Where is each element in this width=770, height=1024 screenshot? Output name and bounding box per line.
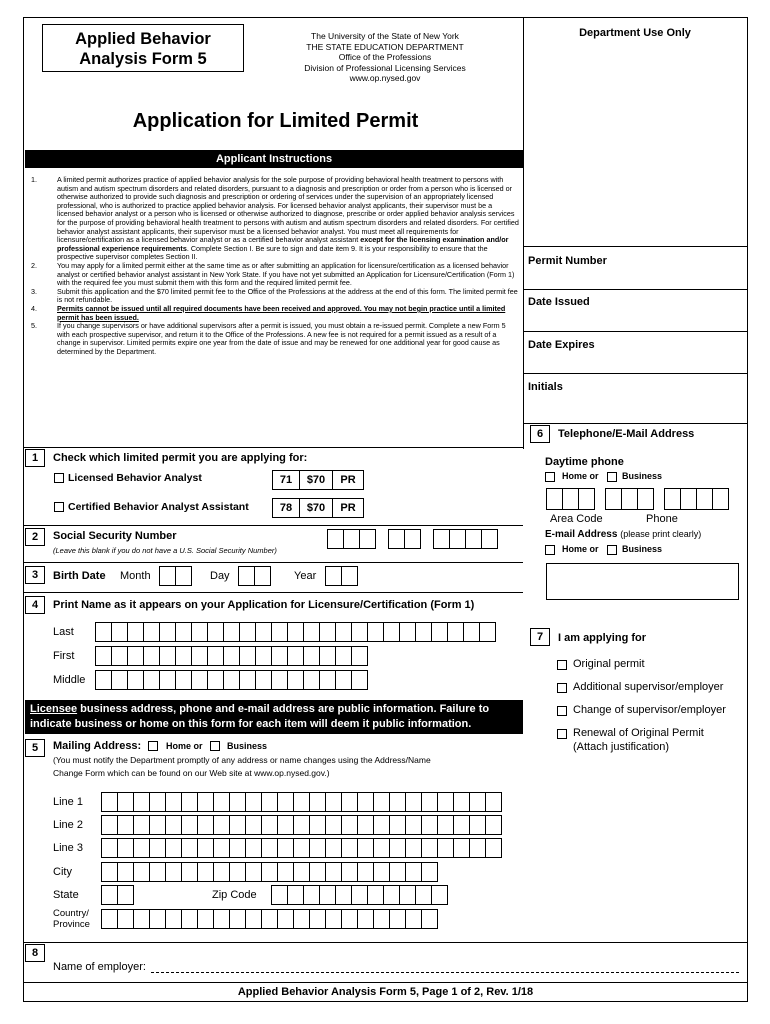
instruction-text: A limited permit authorizes practice of applied behavior analysis for the sole purpose of providing behavioral health treatment to persons with autism and autism spectrum disorders and related disorders, pursuant to a diagnosis and prescription or order from a person who is licensed or otherwise authorized to provide such diagnosis and prescription or ordering of services under the supervision of an appropriately licensed professional, who is authorized to practice applied behavior analysis. For licensed behavior analyst applicants, their supervisor must be a licensed behavior analyst or a person who is licensed or otherwise authorized to diagnose, prescribe or order applied behavior analysis services for the purpose of providing behavioral health treatment to persons with autism and autism spectrum disorders and related disorders. For certified behavior analyst assistant applicants, their supervisor must be a licensed behavior analyst. You must meet all requirements for licensure/certification as a licensed behavior analyst or as a certified behavior analyst assistant bbox=[57, 175, 519, 245]
fee-code: 71 bbox=[272, 470, 300, 490]
instructions-list bbox=[30, 176, 520, 356]
year-label: Year bbox=[294, 570, 317, 582]
area-code-label: Area Code bbox=[550, 513, 603, 525]
form-title-line1: Applied Behavior bbox=[75, 30, 211, 48]
ssn-title: Social Security Number bbox=[53, 530, 177, 542]
address-line1-input[interactable] bbox=[101, 792, 501, 812]
section-number-5: 5 bbox=[25, 739, 45, 757]
phone-home-checkbox[interactable] bbox=[545, 472, 555, 482]
last-name-input[interactable] bbox=[95, 622, 495, 642]
city-label: City bbox=[53, 866, 72, 878]
agency-block bbox=[270, 31, 500, 84]
daytime-phone-label: Daytime phone bbox=[545, 456, 624, 468]
mailing-business-checkbox[interactable] bbox=[210, 741, 220, 751]
additional-supervisor-label: Additional supervisor/employer bbox=[573, 681, 724, 693]
email-label-row bbox=[545, 529, 701, 540]
first-name-label: First bbox=[53, 650, 75, 662]
ssn-input-part3[interactable] bbox=[433, 529, 497, 549]
notice-text: business address, phone and e-mail address are public information. Failure to bbox=[77, 703, 490, 715]
instruction-number: 5. bbox=[31, 321, 37, 331]
instruction-item bbox=[30, 305, 520, 322]
phone-business-checkbox[interactable] bbox=[607, 472, 617, 482]
instruction-item bbox=[30, 288, 520, 305]
email-note: (please print clearly) bbox=[620, 529, 702, 539]
address-line2-label: Line 2 bbox=[53, 819, 83, 831]
phone-prefix-input[interactable] bbox=[605, 488, 653, 510]
email-business-checkbox[interactable] bbox=[607, 545, 617, 555]
country-label-line2: Province bbox=[53, 919, 90, 930]
divider bbox=[23, 942, 748, 943]
fee-pr: PR bbox=[332, 498, 364, 518]
change-supervisor-checkbox[interactable] bbox=[557, 706, 567, 716]
renewal-label: Renewal of Original Permit bbox=[573, 727, 704, 739]
date-issued-label: Date Issued bbox=[528, 296, 590, 308]
instruction-number: 1. bbox=[31, 175, 37, 184]
employer-label: Name of employer: bbox=[53, 961, 146, 973]
ssn-input-part2[interactable] bbox=[388, 529, 420, 549]
divider bbox=[23, 447, 523, 448]
department-use-label: Department Use Only bbox=[579, 27, 691, 39]
page-footer: Applied Behavior Analysis Form 5, Page 1 of 2, Rev. 1/18 bbox=[237, 986, 534, 998]
notice-underline: Licensee bbox=[30, 703, 78, 715]
city-input[interactable] bbox=[101, 862, 437, 882]
employer-input[interactable] bbox=[151, 972, 739, 973]
instruction-item bbox=[30, 176, 520, 262]
licensed-behavior-analyst-label: Licensed Behavior Analyst bbox=[68, 472, 202, 484]
instruction-item bbox=[30, 262, 520, 288]
zip-code-input[interactable] bbox=[271, 885, 447, 905]
additional-supervisor-checkbox[interactable] bbox=[557, 683, 567, 693]
country-input[interactable] bbox=[101, 909, 437, 929]
mailing-home-checkbox[interactable] bbox=[148, 741, 158, 751]
notice-line1 bbox=[30, 702, 518, 717]
email-input[interactable] bbox=[546, 563, 739, 600]
email-home-checkbox[interactable] bbox=[545, 545, 555, 555]
instruction-number: 4. bbox=[31, 303, 37, 313]
agency-line: Division of Professional Licensing Services bbox=[304, 62, 466, 73]
address-line3-label: Line 3 bbox=[53, 842, 83, 854]
instruction-underlined: Permits cannot be issued until all required documents have been received and approved. You may not begin practice until a limited permit has been issued. bbox=[57, 303, 506, 322]
first-name-input[interactable] bbox=[95, 646, 367, 666]
original-permit-checkbox[interactable] bbox=[557, 660, 567, 670]
phone-line-input[interactable] bbox=[664, 488, 728, 510]
zip-code-label: Zip Code bbox=[212, 889, 257, 901]
day-label: Day bbox=[210, 570, 230, 582]
form-title-box bbox=[42, 24, 244, 72]
month-label: Month bbox=[120, 570, 151, 582]
business-label: Business bbox=[227, 741, 268, 751]
fee-code: 78 bbox=[272, 498, 300, 518]
address-line2-input[interactable] bbox=[101, 815, 501, 835]
address-line1-label: Line 1 bbox=[53, 796, 83, 808]
home-or-label: Home or bbox=[562, 471, 599, 481]
section1-title: Check which limited permit you are applying for: bbox=[53, 452, 308, 464]
permit-number-label: Permit Number bbox=[528, 255, 607, 267]
telephone-email-title: Telephone/E-Mail Address bbox=[558, 428, 695, 440]
address-line3-input[interactable] bbox=[101, 838, 501, 858]
state-label: State bbox=[53, 889, 79, 901]
country-label-line1: Country/ bbox=[53, 908, 89, 919]
business-label: Business bbox=[622, 544, 663, 554]
instruction-item bbox=[30, 322, 520, 356]
renewal-checkbox[interactable] bbox=[557, 729, 567, 739]
state-input[interactable] bbox=[101, 885, 133, 905]
instruction-bold: except for the licensing examination and/or professional experience requirements bbox=[57, 235, 509, 253]
middle-name-input[interactable] bbox=[95, 670, 367, 690]
birth-day-input[interactable] bbox=[238, 566, 270, 586]
instruction-number: 2. bbox=[31, 260, 37, 270]
last-name-label: Last bbox=[53, 626, 74, 638]
certified-assistant-checkbox[interactable] bbox=[54, 502, 64, 512]
agency-line: Office of the Professions bbox=[338, 52, 432, 62]
fee-amount: $70 bbox=[299, 498, 333, 518]
page-title: Application for Limited Permit bbox=[132, 110, 419, 132]
birth-month-input[interactable] bbox=[159, 566, 191, 586]
instruction-number: 3. bbox=[31, 286, 37, 296]
section-number-8: 8 bbox=[25, 944, 45, 962]
certified-assistant-label: Certified Behavior Analyst Assistant bbox=[68, 501, 249, 513]
divider bbox=[523, 246, 748, 247]
middle-name-label: Middle bbox=[53, 674, 86, 686]
right-column-divider bbox=[523, 17, 524, 449]
agency-line: THE STATE EDUCATION DEPARTMENT bbox=[306, 41, 464, 52]
form-title-line2: Analysis Form 5 bbox=[79, 50, 207, 68]
divider bbox=[523, 331, 748, 332]
section-number-3: 3 bbox=[25, 566, 45, 584]
instruction-text: If you change supervisors or have additional supervisors after a permit is issued, you must obtain a re-issued permit. Complete a new Form 5 with each prospective supervisor, and return it to the Office of the Professions. A new fee is not required for a permit issued as a result of a change in supervisor. Limited permits expire one year from the date of issue and may be renewed for one additional year for good cause as determined by the Department. bbox=[57, 321, 506, 356]
licensed-behavior-analyst-checkbox[interactable] bbox=[54, 473, 64, 483]
home-or-label: Home or bbox=[562, 544, 599, 554]
original-permit-label: Original permit bbox=[573, 658, 645, 670]
agency-line: The University of the State of New York bbox=[311, 31, 459, 41]
section-number-7: 7 bbox=[530, 628, 550, 646]
mailing-note-line2: Change Form which can be found on our Web site at www.op.nysed.gov.) bbox=[53, 768, 330, 778]
section-number-2: 2 bbox=[25, 528, 45, 546]
phone-label: Phone bbox=[646, 513, 678, 525]
renewal-note: (Attach justification) bbox=[573, 741, 669, 753]
mailing-address-title: Mailing Address: bbox=[53, 740, 142, 752]
email-label: E-mail Address bbox=[545, 529, 618, 540]
instruction-text: You may apply for a limited permit either at the same time as or after submitting an application for licensure/certification as a licensed behavior analyst or certified behavior analyst assistant in New York State. If you have not yet submitted an Application for Licensure/Certification (Form 1) with the required fee you must submit them with this form and the required limited permit fee. bbox=[57, 260, 515, 288]
section-number-4: 4 bbox=[25, 596, 45, 614]
mailing-note-line1: (You must notify the Department promptly of any address or name changes using the Address/Name bbox=[53, 755, 431, 765]
birth-year-input[interactable] bbox=[325, 566, 357, 586]
section-number-6: 6 bbox=[530, 425, 550, 443]
agency-line: www.op.nysed.gov bbox=[349, 73, 421, 83]
divider bbox=[23, 562, 523, 563]
instruction-text: Submit this application and the $70 limited permit fee to the Office of the Professions at the address at the end of this form. The limited permit fee is not refundable. bbox=[57, 286, 518, 305]
ssn-input-part1[interactable] bbox=[327, 529, 375, 549]
notice-line2: indicate business or home on this form for each item will deem it public information. bbox=[30, 718, 472, 730]
fee-pr: PR bbox=[332, 470, 364, 490]
change-supervisor-label: Change of supervisor/employer bbox=[573, 704, 726, 716]
print-name-title: Print Name as it appears on your Application for Licensure/Certification (Form 1) bbox=[53, 599, 475, 611]
ssn-note: (Leave this blank if you do not have a U.S. Social Security Number) bbox=[53, 546, 277, 555]
date-expires-label: Date Expires bbox=[528, 339, 595, 351]
divider bbox=[523, 423, 748, 424]
birth-date-title: Birth Date bbox=[53, 570, 106, 582]
section-number-1: 1 bbox=[25, 449, 45, 467]
country-label bbox=[53, 908, 90, 930]
divider bbox=[523, 373, 748, 374]
instructions-bar: Applicant Instructions bbox=[25, 150, 523, 168]
divider bbox=[23, 525, 523, 526]
divider bbox=[23, 592, 523, 593]
applying-for-title: I am applying for bbox=[558, 632, 647, 644]
initials-label: Initials bbox=[528, 381, 563, 393]
area-code-input[interactable] bbox=[546, 488, 594, 510]
divider bbox=[523, 289, 748, 290]
divider bbox=[23, 982, 748, 983]
instruction-text: . Complete Section I. Be sure to sign and date item 9. It is your responsibility to ensure that the prospective supervisor completes Section II. bbox=[57, 243, 488, 262]
fee-amount: $70 bbox=[299, 470, 333, 490]
home-or-label: Home or bbox=[166, 741, 203, 751]
public-information-notice bbox=[25, 700, 523, 734]
business-label: Business bbox=[622, 471, 663, 481]
